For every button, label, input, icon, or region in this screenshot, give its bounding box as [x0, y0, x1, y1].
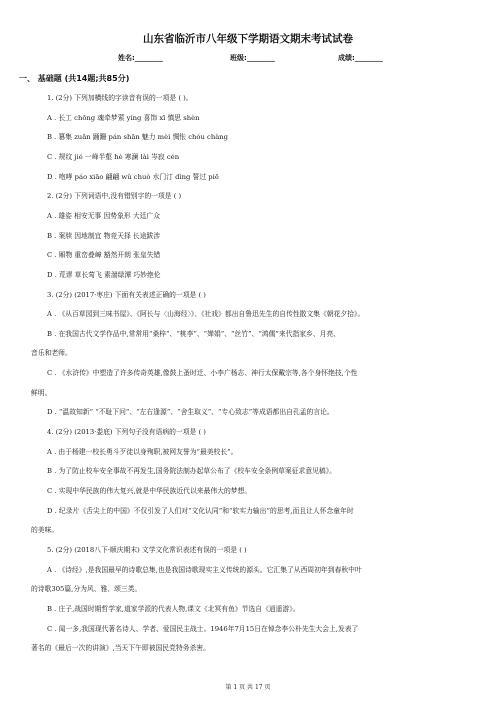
question-line: B . 案牍 因地制宜 物竞天择 长途跋涉	[47, 232, 161, 240]
question-line: 的美味。	[31, 526, 59, 534]
score-field	[338, 53, 383, 63]
page-footer: 第 1 页 共 17 页	[225, 684, 271, 691]
class-field	[230, 53, 275, 63]
question-line: B . 在我国古代文学作品中,常常用“桑梓”、“桃李”、“婵娟”、“丝竹”、“鸿儒”来代指家乡、月亮、	[47, 330, 341, 338]
question-line: A . 《诗经》,是我国最早的诗歌总集,也是我国诗歌现实主义传统的源头。它汇集了从西周初年到春秋中叶	[47, 566, 362, 574]
question-line: 3. (2分) (2017·枣庄) 下面有关表述正确的一项是 ( )	[47, 291, 206, 299]
question-line: D . 荒谬 草长莺飞 素湍绿潭 巧妙绝伦	[47, 271, 161, 279]
question-line: B . 为了防止校车安全事故不再发生,国务院法制办起草公布了《校车安全条例草案征求意见稿》。	[47, 467, 336, 475]
section-heading: 一、 基础题 (共14题;共85分)	[19, 74, 130, 83]
name-field	[118, 53, 163, 63]
question-line: 著名的《最后一次的讲演》,当天下午即被国民党特务杀害。	[31, 644, 210, 652]
question-line: 5. (2分) (2018八下·顺庆期末) 文学文化常识表述有误的一项是 ( )	[47, 546, 247, 554]
score-blank: ________	[354, 54, 383, 62]
question-line: C . 实现中华民族的伟大复兴,就是中华民族近代以来最伟大的梦想。	[47, 487, 252, 495]
question-line: B . 篡集 zuǎn 踊跚 pán shān 魅力 mèi 惆怅 chóu chàng	[47, 133, 229, 141]
question-line: D . “温故知新” “不耻下问”、“左右逢源”、“舍生取义”、“专心致志”等成语都出自孔孟的言论。	[47, 408, 334, 416]
question-line: 音乐和老师。	[31, 349, 72, 357]
question-line: C . 《水浒传》中塑造了许多传奇英雄,像鼓上蚤时迁、小李广杨志、神行太保戴宗等,各个身怀绝技,个性	[47, 369, 358, 377]
question-line: D . 咆哮 páo xiāo 翩翩 wǔ chuò 水门汀 dìng 誓过 piē	[47, 173, 219, 181]
question-line: A . 长工 chōng 魂牵梦萦 yíng 喜饰 xī 慎思 shèn	[47, 114, 200, 122]
question-line: C . 厢物 重峦叠嶂 豁然开朗 张皇失错	[47, 251, 161, 259]
page-title: 山东省临沂市八年级下学期语文期末考试试卷	[143, 33, 353, 45]
question-line: C . 规纹 jié 一峰半壑 hè 寒澜 lài 岑寂 cén	[47, 153, 180, 161]
question-line: A . 《从百草园到三味书屋》、《阿长与〈山海经〉》、《社戏》都出自鲁迅先生的自传性散文集《朝花夕拾》。	[47, 310, 365, 318]
question-line: A . 由于杨建一校长勇斗歹徒以身殉职,被网友誉为“最美校长”。	[47, 448, 238, 456]
class-label: 班级:	[230, 54, 247, 62]
name-blank: ________	[134, 54, 163, 62]
question-line: 2. (2分) 下列词语中,没有错别字的一项是 ( )	[47, 192, 182, 200]
question-line: A . 雄姿 相安无事 因势象形 大廷广众	[47, 212, 161, 220]
question-line: 的诗歌305篇,分为风、雅、颂三类。	[31, 585, 142, 593]
question-line: C . 闻一多,我国现代著名诗人、学者、爱国民主战士。1946年7月15日在悼念李公朴先生大会上,发表了	[47, 625, 359, 633]
name-label: 姓名:	[118, 54, 135, 62]
question-line: 鲜明。	[31, 389, 52, 397]
question-line: D . 纪录片《舌尖上的中国》不仅引发了人们对“文化认同”和“软实力输出”的思考,而且让人怀念童年时	[47, 507, 354, 515]
question-line: 1. (2分) 下列加横线的字读音有误的一项是 ( )。	[47, 94, 193, 102]
class-blank: ________	[246, 54, 275, 62]
question-line: B . 庄子,战国时期哲学家,道家学派的代表人物,课文《北冥有鱼》节选自《逍遥游》。	[47, 605, 300, 613]
score-label: 成绩:	[338, 54, 355, 62]
question-line: 4. (2分) (2013·娄底) 下列句子没有语病的一项是 ( )	[47, 428, 206, 436]
